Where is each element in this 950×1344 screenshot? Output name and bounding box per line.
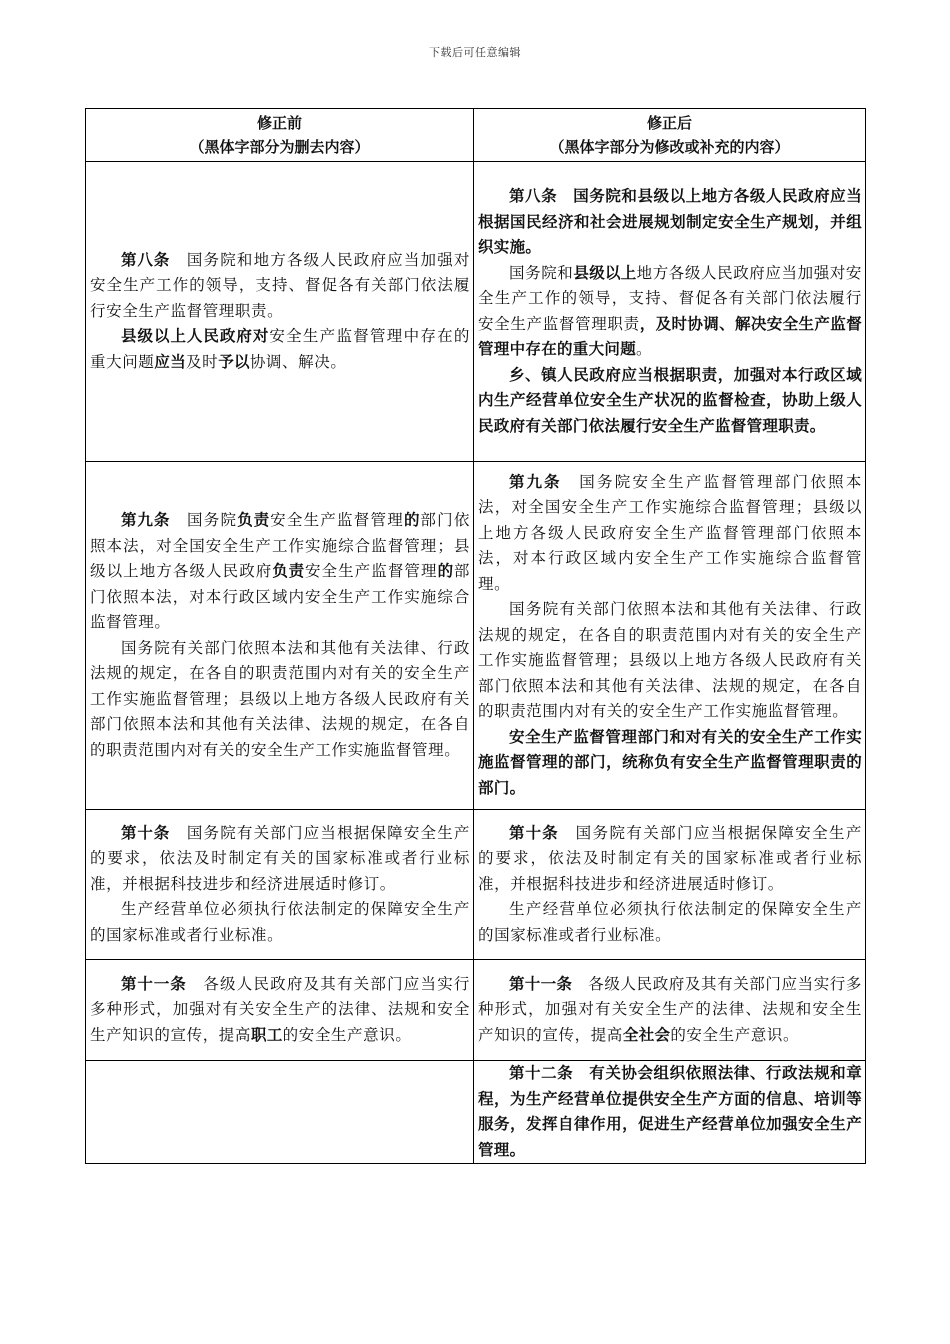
- bold-text-run: 职工: [251, 1025, 283, 1044]
- text-run: 国务院有关部门应当根据保障安全生产的要求，依法及时制定有关的国家标准或者行业标准，并根据科技进步和经济进展适时修订。: [478, 823, 862, 893]
- before-title: 修正前: [256, 114, 302, 132]
- bold-text-run: 第十二条 有关协会组织依照法律、行政法规和章程，为生产经营单位提供安全生产方面的信息、培训等服务，发挥自律作用，促进生产经营单位加强安全生产管理。: [478, 1064, 862, 1159]
- text-run: 协调、解决。: [249, 352, 347, 371]
- bold-text-run: 安全生产监督管理部门和对有关的安全生产工作实施监督管理的部门，统称负有安全生产监督管理职责的部门。: [478, 727, 862, 797]
- article-paragraph: [90, 821, 470, 898]
- text-run: 国务院有关部门应当根据保障安全生产的要求，依法及时制定有关的国家标准或者行业标准，并根据科技进步和经济进展适时修订。: [90, 823, 470, 893]
- text-run: 地方各级人民政府应当加强对安全生产工作的领导，支持、督促各有关部门依法履行安全生产监督管理职责: [478, 263, 863, 333]
- article-paragraph: [478, 725, 862, 802]
- after-cell: [474, 810, 866, 960]
- bold-text-run: 应当: [154, 352, 187, 371]
- after-cell: [474, 960, 866, 1061]
- text-run: 生产经营单位必须执行依法制定的保障安全生产的国家标准或者行业标准。: [90, 900, 470, 944]
- text-run: 国务院: [170, 511, 238, 529]
- bold-text-run: 全社会: [622, 1025, 671, 1044]
- bold-text-run: ，及时协调、解决安全生产监督管理中存在的重大问题: [478, 314, 862, 358]
- table-row: [86, 960, 866, 1061]
- bold-text-run: 第八条: [121, 250, 171, 269]
- before-cell: [86, 462, 474, 810]
- bold-text-run: 乡、镇人民政府应当根据职责，加强对本行政区域内生产经营单位安全生产状况的监督检查，协助上级人民政府有关部门依法履行安全生产监督管理职责。: [478, 365, 862, 435]
- bold-text-run: 的: [403, 511, 421, 529]
- after-note: （黑体字部分为修改或补充的内容）: [549, 138, 790, 156]
- article-paragraph: [90, 897, 470, 948]
- article-paragraph: [90, 508, 470, 636]
- text-run: 国务院有关部门依照本法和其他有关法律、行政法规的规定，在各自的职责范围内对有关的安全生产工作实施监督管理；县级以上地方各级人民政府有关部门依照本法和其他有关法律、法规的规定，在各自的职责范围内对有关的安全生产工作实施监督管理。: [90, 638, 470, 759]
- bold-text-run: 县级以上人民政府对: [121, 327, 270, 346]
- before-note: （黑体字部分为删去内容）: [189, 138, 370, 156]
- article-paragraph: [90, 972, 470, 1049]
- article-paragraph: [478, 184, 862, 261]
- bold-text-run: 第十一条: [509, 974, 573, 993]
- article-paragraph: [478, 261, 862, 363]
- article-paragraph: [478, 821, 862, 898]
- table-row: [86, 810, 866, 960]
- article-paragraph: [478, 1061, 862, 1163]
- text-run: 国务院和: [509, 263, 574, 282]
- bold-text-run: 予以: [218, 352, 250, 371]
- table-row: [86, 1061, 866, 1164]
- text-run: 国务院和地方各级人民政府应当加强对安全生产工作的领导，支持、督促各有关部门依法履行安全生产监督管理职责。: [90, 250, 470, 320]
- text-run: 国务院有关部门依照本法和其他有关法律、行政法规的规定，在各自的职责范围内对有关的安全生产工作实施监督管理；县级以上地方各级人民政府有关部门依照本法和其他有关法律、法规的规定，在各自的职责范围内对有关的安全生产工作实施监督管理。: [478, 600, 862, 721]
- text-run: 国务院安全生产监督管理部门依照本法，对全国安全生产工作实施综合监督管理；县级以上地方各级人民政府安全生产监督管理部门依照本法，对本行政区域内安全生产工作实施综合监督管理。: [478, 472, 862, 593]
- bold-text-run: 第九条: [509, 472, 562, 491]
- column-header-before: [86, 109, 474, 162]
- bold-text-run: 负责: [272, 562, 305, 580]
- before-cell: [86, 162, 474, 462]
- text-run: 部门依照本法，对本行政区域内安全生产工作实施综合监督管理。: [90, 562, 470, 631]
- before-cell: [86, 960, 474, 1061]
- article-paragraph: [478, 972, 862, 1049]
- bold-text-run: 负责: [237, 511, 271, 529]
- page-header-note: 下载后可任意编辑: [429, 46, 521, 59]
- text-run: 各级人民政府及其有关部门应当实行多种形式，加强对有关安全生产的法律、法规和安全生产知识的宣传，提高: [478, 974, 863, 1044]
- bold-text-run: 县级以上: [573, 263, 637, 282]
- text-run: 的安全生产意识。: [670, 1025, 800, 1044]
- bold-text-run: 第十条: [121, 823, 171, 842]
- bold-text-run: 的: [437, 562, 454, 580]
- article-paragraph: [90, 636, 470, 764]
- comparison-table: [85, 108, 866, 1164]
- article-paragraph: [478, 363, 862, 440]
- text-run: 的安全生产意识。: [282, 1025, 412, 1044]
- article-paragraph: [90, 248, 470, 325]
- after-title: 修正后: [646, 114, 692, 132]
- table-row: [86, 162, 866, 462]
- text-run: 及时: [186, 352, 219, 371]
- article-paragraph: [90, 324, 470, 375]
- after-cell: [474, 1061, 866, 1164]
- table-row: [86, 462, 866, 810]
- article-paragraph: [478, 470, 862, 598]
- text-run: 安全生产监督管理: [304, 562, 438, 580]
- after-cell: [474, 162, 866, 462]
- before-cell: [86, 810, 474, 960]
- text-run: 各级人民政府及其有关部门应当实行多种形式，加强对有关安全生产的法律、法规和安全生产知识的宣传，提高: [90, 974, 471, 1044]
- text-run: 部门依照本法，对全国安全生产工作实施综合监督管理；县级以上地方各级人民政府: [90, 511, 470, 580]
- text-run: 安全生产监督管理: [270, 511, 404, 529]
- table-header-row: [86, 109, 866, 162]
- bold-text-run: 第十一条: [121, 974, 187, 993]
- text-run: 生产经营单位必须执行依法制定的保障安全生产的国家标准或者行业标准。: [478, 900, 862, 944]
- before-cell: [86, 1061, 474, 1164]
- bold-text-run: 第十条: [509, 823, 559, 842]
- bold-text-run: 第八条 国务院和县级以上地方各级人民政府应当根据国民经济和社会进展规划制定安全生产规划，并组织实施。: [478, 187, 862, 256]
- text-run: 安全生产监督管理中存在的重大问题: [90, 327, 471, 371]
- column-header-after: [474, 109, 866, 162]
- text-run: 。: [636, 340, 653, 358]
- after-cell: [474, 462, 866, 810]
- article-paragraph: [478, 897, 862, 948]
- bold-text-run: 第九条: [121, 511, 171, 529]
- article-paragraph: [478, 597, 862, 725]
